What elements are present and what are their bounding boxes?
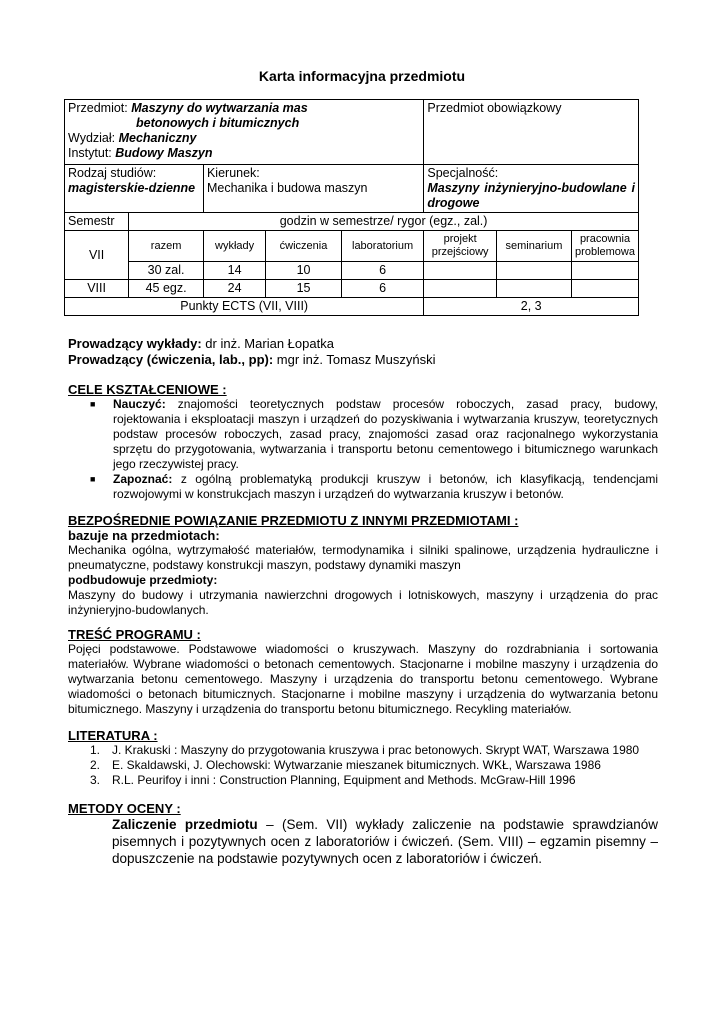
ects-label: Punkty ECTS (VII, VIII) [65,298,424,316]
table-row [65,100,639,165]
faculty-name: Mechaniczny [118,131,197,145]
total-cell: 30 zal. [129,262,204,280]
problem-cell [572,280,639,298]
table-row [65,231,639,262]
list-item: ■ Nauczyć: znajomości teoretycznych podstaw procesów roboczych, zasad pracy, budowy, rojektowania i eksploatacji maszyn i urządzeń do pozyskiwania i wytwarzania kruszyw, teoretycznych podstaw procesów roboczych, zasad pracy, znajomości zasad oraz racjonalnego wykorzystania sprzętu do przygotowania, wytwarzania i transportu betonu cementowego i bitumicznego warunkach jego rzeczywistej pracy. [90,397,658,471]
col-total-header: razem [129,231,204,262]
literature-list [68,743,658,788]
supports-text: Maszyny do budowy i utrzymania nawierzchni drogowych i lotniskowych, maszyny i urządzenia do prac inżynieryjno-budowlanych. [68,588,658,617]
specialty-cell: Specjalność: Maszyny inżynieryjno-budowlane i drogowe [424,165,639,213]
assessment-heading: METODY OCENY : [68,801,181,816]
program-heading: TREŚĆ PROGRAMU : [68,627,201,642]
table-row [65,298,639,316]
direction-name: Mechanika i budowa maszyn [206,181,368,195]
ects-value: 2, 3 [424,298,639,316]
literature-heading: LITERATURA : [68,728,158,743]
relations-heading: BEZPOŚREDNIE POWIĄZANIE PRZEDMIOTU Z INNYMI PRZEDMIOTAMI : [68,513,519,528]
col-exercises-header: ćwiczenia [266,231,342,262]
table-row [65,262,639,280]
based-on-text: Mechanika ogólna, wytrzymałość materiałów, termodynamika i silniki spalinowe, urządzenia hydrauliczne i pneumatyczne, podstawy konstrukcji maszyn, podstawy dynamiki maszyn [68,543,658,572]
assessment-section [68,801,658,867]
hours-header: godzin w semestrze/ rygor (egz., zal.) [129,213,639,231]
subject-cell: Przedmiot: Maszyny do wytwarzania mas betonowych i bitumicznych Wydział: Mechaniczny Instytut: Budowy Maszyn [65,100,424,165]
lectures-cell: 14 [203,262,265,280]
col-problem-header: pracownia problemowa [572,231,639,262]
exercises-cell: 10 [266,262,342,280]
exercise-lecturer-name: mgr inż. Tomasz Muszyński [276,352,436,367]
col-lectures-header: wykłady [203,231,265,262]
semester-header: Semestr [65,213,129,231]
direction-cell: Kierunek: Mechanika i budowa maszyn [203,165,423,213]
page-title: Karta informacyjna przedmiotu [258,68,466,84]
assessment-text: Zaliczenie przedmiotu – (Sem. VII) wykłady zaliczenie na podstawie sprawdzianów pisemnych i pozytywnych ocen z laboratoriów i ćwiczeń. (Sem. VIII) – egzamin pisemny – dopuszczenie na podstawie pozytywnych ocen z laboratoriów i ćwiczeń. [112,817,658,866]
table-row [65,165,639,213]
lecturer-name: dr inż. Marian Łopatka [205,336,334,351]
semester-cell: VII [65,231,129,280]
subject-name: Maszyny do wytwarzania mas [131,101,308,115]
seminar-cell [496,280,571,298]
relations-section: BEZPOŚREDNIE POWIĄZANIE PRZEDMIOTU Z INNYMI PRZEDMIOTAMI : bazuje na przedmiotach: Mechanika ogólna, wytrzymałość materiałów, termodynamika i silniki spalinowe, urządzenia hydrauliczne i pneumatyczne, podstawy konstrukcji maszyn, podstawy dynamiki maszyn podbudowuje przedmioty: Maszyny do budowy i utrzymania nawierzchni drogowych i lotniskowych, maszyny i urządzenia do prac inżynieryjno-budowlanych. [68,513,658,617]
subject-type-cell: Przedmiot obowiązkowy [424,100,639,165]
goals-section [68,382,658,502]
table-row [65,213,639,231]
col-lab-header: laboratorium [341,231,424,262]
list-item: 2. E. Skaldawski, J. Olechowski: Wytwarzanie mieszanek bitumicznych. WKŁ, Warszawa 1986 [90,758,601,772]
list-item: 3. R.L. Peurifoy i inni : Construction Planning, Equipment and Methods. McGraw-Hill 1996 [90,773,576,787]
semester-cell: VIII [65,280,129,298]
study-type: magisterskie-dzienne [68,181,196,195]
program-text: Pojęci podstawowe. Podstawowe wiadomości o kruszywach. Maszyny do rozdrabniania i sortowania materiałów. Wybrane wiadomości o betonach cementowych. Stacjonarne i mobilne maszyny i urządzenia do wytwarzania betonu cementowego. Maszyny i urządzenia do transportu betonu cementowego. Wybrane wiadomości o betonach bitumicznych. Stacjonarne i mobilne maszyny i urządzenia do wytwarzania betonu bitumicznego. Maszyny i urządzenia do transportu betonu bitumicznego. Recykling materiałów. [68,642,658,716]
col-project-header: projekt przejściowy [424,231,497,262]
literature-section [68,728,658,788]
lab-cell: 6 [341,262,424,280]
col-seminar-header: seminarium [496,231,571,262]
exercises-cell: 15 [266,280,342,298]
project-cell [424,262,497,280]
course-info-table [64,99,639,316]
problem-cell [572,262,639,280]
goals-heading: CELE KSZTAŁCENIOWE : [68,382,227,397]
lab-cell: 6 [341,280,424,298]
study-type-cell: Rodzaj studiów: magisterskie-dzienne [65,165,204,213]
bullet-icon: ■ [90,474,96,484]
total-cell: 45 egz. [129,280,204,298]
list-item: ■ Zapoznać: z ogólną problematyką produkcji kruszyw i betonów, ich klasyfikacją, tendencjami rozwojowymi w konstrukcjach maszyn i urządzeń do wytwarzania kruszyw i betonów. [90,472,658,501]
lecturers-section: Prowadzący wykłady: dr inż. Marian Łopatka Prowadzący (ćwiczenia, lab., pp): mgr inż. Tomasz Muszyński [68,336,436,367]
project-cell [424,280,497,298]
seminar-cell [496,262,571,280]
table-row [65,280,639,298]
bullet-icon: ■ [90,399,96,409]
program-section [68,627,658,717]
institute-name: Budowy Maszyn [115,146,213,160]
list-item: 1. J. Krakuski : Maszyny do przygotowania kruszywa i prac betonowych. Skrypt WAT, Warszawa 1980 [90,743,640,757]
goals-list [68,397,658,502]
lectures-cell: 24 [203,280,265,298]
